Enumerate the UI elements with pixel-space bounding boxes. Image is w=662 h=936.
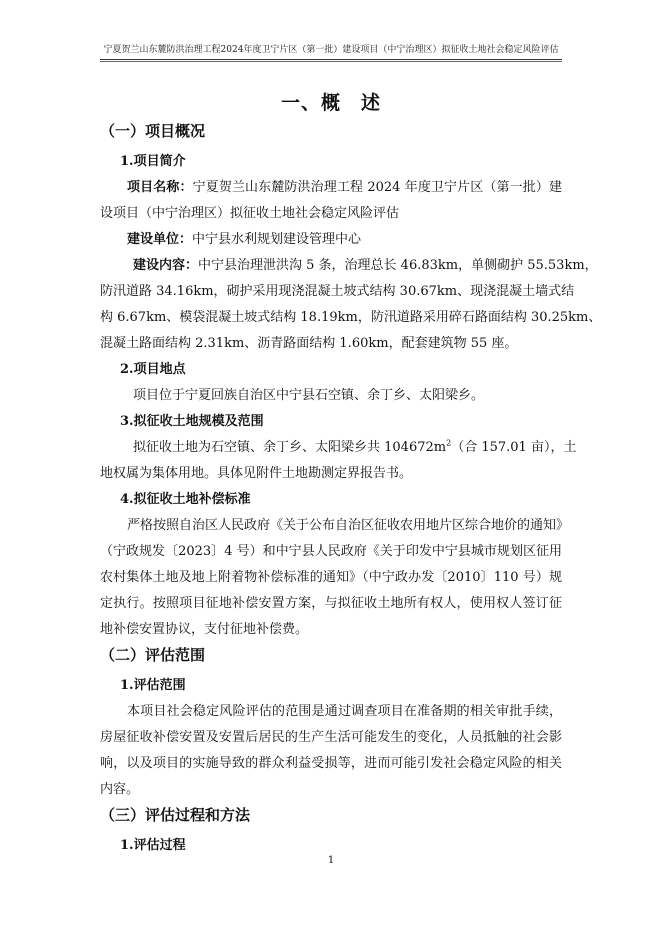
- subsection-heading-location: 2.项目地点: [120, 362, 186, 377]
- project-name-line-2: 设项目（中宁治理区）拟征收土地社会稳定风险评估: [100, 206, 400, 221]
- compensation-line-2: （宁政规发〔2023〕4 号）和中宁县人民政府《关于印发中宁县城市规划区征用: [100, 544, 562, 559]
- running-header: 宁夏贺兰山东麓防洪治理工程2024年度卫宁片区（第一批）建设项目（中宁治理区）拟征收土地社会稳定风险评估: [103, 45, 559, 55]
- subsection-heading-compensation: 4.拟征收土地补偿标准: [120, 492, 251, 507]
- subsection-heading-scope: 1.评估范围: [120, 678, 186, 693]
- content-text-1: 中宁县治理泄洪沟 5 条，治理总长 46.83km，单侧砌护 55.53km，: [198, 258, 598, 273]
- header-rule: [100, 59, 562, 60]
- content-line-4: 混凝土路面结构 2.31km、沥青路面结构 1.60km，配套建筑物 55 座。: [100, 336, 518, 351]
- compensation-line-5: 地补偿安置协议，支付征地补偿费。: [100, 622, 309, 637]
- content-line-1: [133, 254, 598, 273]
- location-text: 项目位于宁夏回族自治区中宁县石空镇、余丁乡、太阳梁乡。: [133, 388, 485, 403]
- content-line-2: 防汛道路 34.16km，砌护采用现浇混凝土坡式结构 30.67km、现浇混凝土墙式结: [100, 284, 575, 299]
- construction-unit-label: 建设单位：: [127, 232, 193, 247]
- compensation-line-1: 严格按照自治区人民政府《关于公布自治区征收农用地片区综合地价的通知》: [127, 518, 570, 533]
- compensation-line-4: 定执行。按照项目征地补偿安置方案，与拟征收土地所有权人，使用权人签订征: [100, 596, 562, 611]
- scale-line-1: [133, 436, 577, 455]
- scale-text-a: 拟征收土地为石空镇、余丁乡、太阳梁乡共 104672m: [133, 440, 447, 455]
- scale-line-2: 地权属为集体用地。具体见附件土地勘测定界报告书。: [100, 466, 413, 481]
- subsection-heading-process: 1.评估过程: [120, 838, 186, 853]
- header-rule-thin: [100, 61, 562, 62]
- scale-text-b: （合 157.01 亩），土: [451, 440, 577, 455]
- chapter-title: 一、概 述: [280, 92, 381, 114]
- section-heading-overview: （一）项目概况: [100, 122, 206, 140]
- construction-unit-value: 中宁县水利规划建设管理中心: [192, 232, 362, 247]
- project-name-label: 项目名称：: [127, 180, 193, 195]
- construction-content-label: 建设内容：: [133, 258, 199, 273]
- section-heading-scope: （二）评估范围: [100, 646, 206, 664]
- construction-unit-line: [127, 228, 562, 247]
- compensation-line-3: 农村集体土地及地上附着物补偿标准的通知》（中宁政办发〔2010〕110 号）规: [100, 570, 562, 585]
- page-number: 1: [327, 855, 335, 866]
- area-unit-superscript: 2: [446, 438, 452, 448]
- project-name-line-1: [127, 176, 562, 195]
- scope-line-2: 房屋征收补偿安置及安置后居民的生产生活可能发生的变化，人员抵触的社会影: [100, 730, 562, 745]
- section-heading-process: （三）评估过程和方法: [100, 806, 251, 824]
- scope-line-3: 响，以及项目的实施导致的群众利益受损等，进而可能引发社会稳定风险的相关: [100, 756, 562, 771]
- scope-line-4: 内容。: [100, 782, 140, 797]
- subsection-heading-scale: 3.拟征收土地规模及范围: [120, 414, 264, 429]
- content-line-3: 构 6.67km、模袋混凝土坡式结构 18.19km，防汛道路采用碎石路面结构 30.25km、: [100, 310, 602, 325]
- project-name-text-1: 宁夏贺兰山东麓防洪治理工程 2024 年度卫宁片区（第一批）建: [192, 180, 562, 195]
- subsection-heading-intro: 1.项目简介: [120, 154, 186, 169]
- scope-line-1: 本项目社会稳定风险评估的范围是通过调查项目在准备期的相关审批手续，: [127, 704, 562, 719]
